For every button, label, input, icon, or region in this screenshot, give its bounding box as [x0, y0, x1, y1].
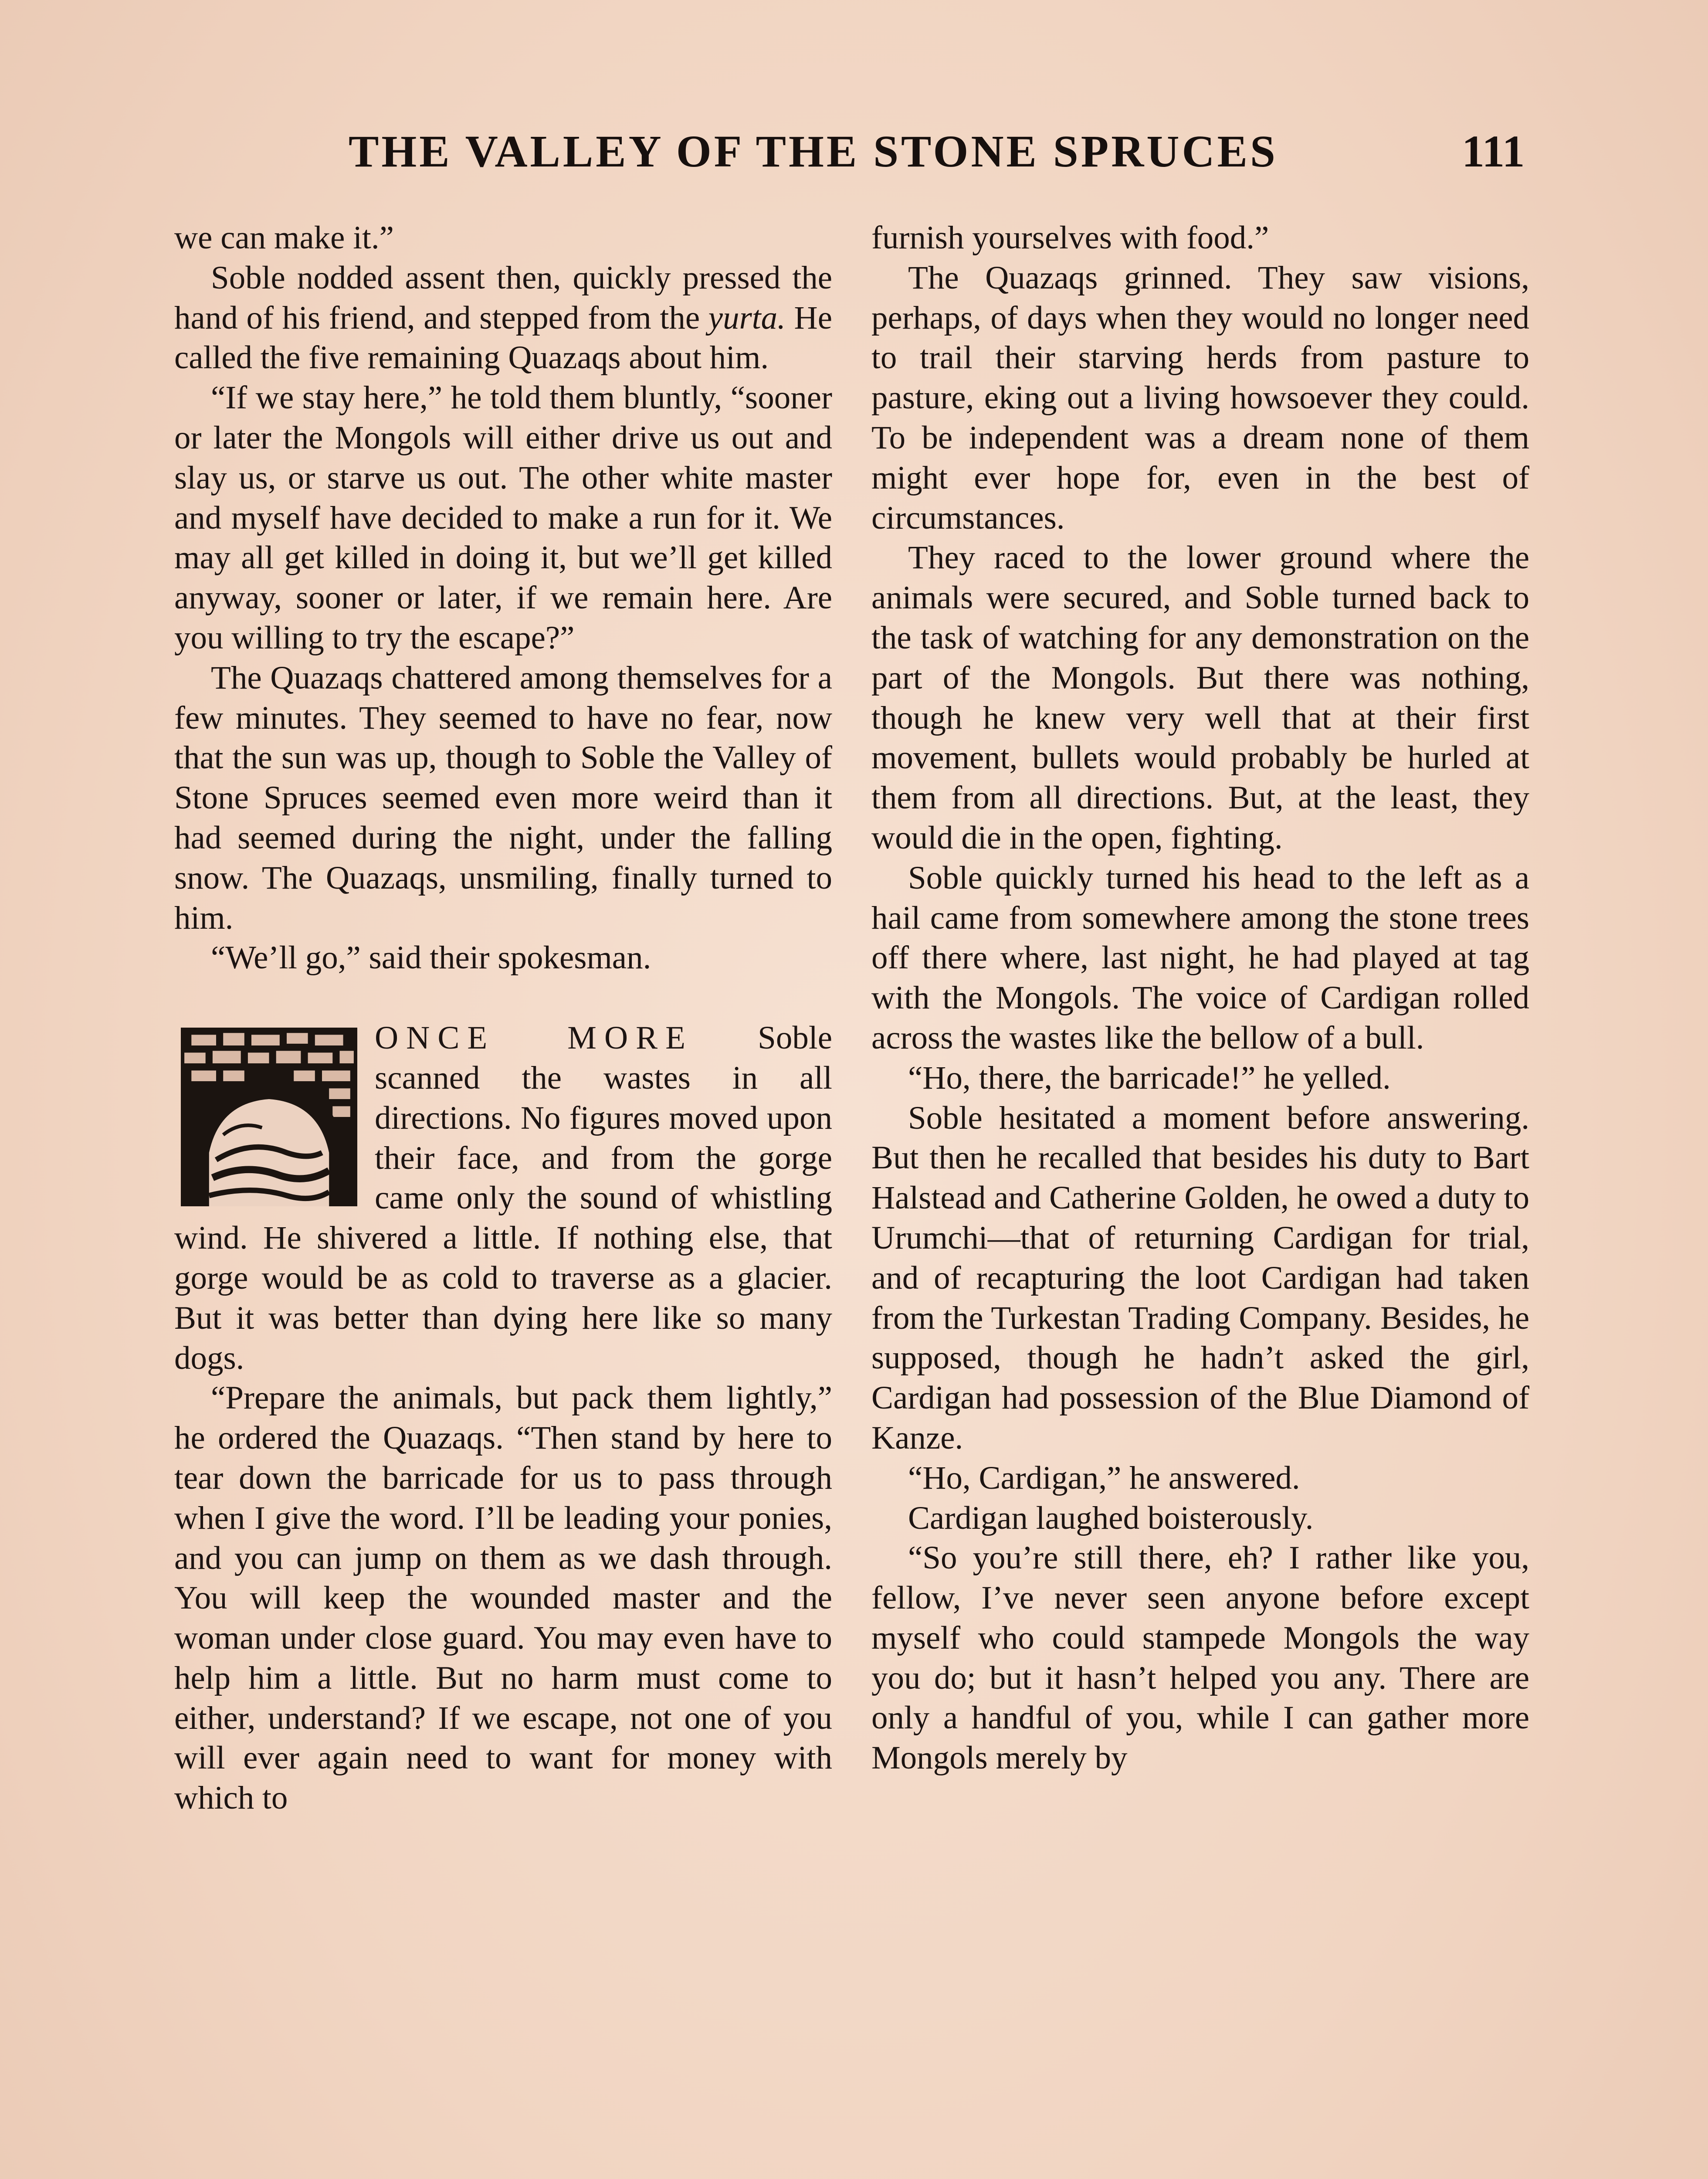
stone-bridge-drop-cap-illustration — [181, 1028, 357, 1206]
page-number: 111 — [1462, 126, 1525, 176]
italic-word: yurta. — [708, 299, 786, 336]
paragraph — [174, 258, 832, 378]
section-break — [174, 978, 832, 1018]
paragraph: The Quazaqs grinned. They saw visions, perhaps, of days when they would no longer need to trail their starving herds from pasture to pasture, eking out a living howsoever they could. To be independent was a dream none of them might ever hope for, even in the best of circumstances. — [871, 259, 1529, 536]
paragraph: “Prepare the animals, but pack them lightly,” he ordered the Quazaqs. “Then stand by here to tear down the barricade for us to pass through when I give the word. I’ll be leading your ponies, and you can jump on them as we dash through. You will keep the wounded master and the woman under close guard. You may even have to help him a little. But no harm must come to either, understand? If we escape, not one of you will ever again need to want for money with which to — [174, 1380, 832, 1816]
left-column — [174, 218, 832, 1818]
paragraph: “Ho, there, the barricade!” he yelled. — [908, 1059, 1391, 1096]
section-lead-in: ONCE MORE — [375, 1020, 693, 1056]
paragraph: we can make it.” — [174, 220, 394, 256]
paragraph-text: Soble nodded assent then, quickly pressed the hand of his friend, and stepped from the — [174, 259, 832, 336]
paragraph: Soble hesitated a moment before answering. But then he recalled that besides his duty to Bart Halstead and Catherine Golden, he owed a duty to Urumchi—that of returning Cardigan for trial, and of recapturing the loot Cardigan had taken from the Turkestan Trading Company. Besides, he supposed, though he hadn’t asked the girl, Cardigan had possession of the Blue Diamond of Kanze. — [871, 1100, 1529, 1456]
paragraph: “If we stay here,” he told them bluntly, “sooner or later the Mongols will either drive us out and slay us, or starve us out. The other white master and myself have decided to make a run for it. We may all get killed in doing it, but we’ll get killed anyway, sooner or later, if we remain here. Are you willing to try the escape?” — [174, 380, 832, 656]
right-column — [871, 218, 1529, 1778]
paragraph-text: He called the five remaining Quazaqs about him. — [174, 299, 832, 376]
section-opening-paragraph — [174, 1018, 832, 1378]
paragraph: Cardigan laughed boisterously. — [908, 1500, 1314, 1536]
paragraph: “Ho, Cardigan,” he answered. — [908, 1459, 1300, 1496]
paragraph-text: Soble scanned the wastes in all directions. No figures moved upon their face, and from the gorge came only the sound of whistling wind. He shivered a little. If nothing else, that gorge would be as cold to traverse as a glacier. But it was better than dying here like so many dogs. — [174, 1020, 832, 1376]
paragraph: “We’ll go,” said their spokesman. — [211, 940, 651, 976]
paragraph: furnish yourselves with food.” — [871, 220, 1269, 256]
paragraph: They raced to the lower ground where the animals were secured, and Soble turned back to the task of watching for any demonstration on the part of the Mongols. But there was nothing, though he knew very well that at their first movement, bullets would probably be hurled at them from all directions. But, at the least, they would die in the open, fighting. — [871, 540, 1529, 856]
paragraph: The Quazaqs chattered among themselves for a few minutes. They seemed to have no fear, now that the sun was up, though to Soble the Valley of Stone Spruces seemed even more weird than it had seemed during the night, under the falling snow. The Quazaqs, unsmiling, finally turned to him. — [174, 659, 832, 936]
paragraph: “So you’re still there, eh? I rather like you, fellow, I’ve never seen anyone before except myself who could stampede Mongols the way you do; but it hasn’t helped you any. There are only a handful of you, while I can gather more Mongols merely by — [871, 1540, 1529, 1776]
running-title: THE VALLEY OF THE STONE SPRUCES — [349, 126, 1278, 176]
paragraph: Soble quickly turned his head to the left as a hail came from somewhere among the stone trees off there where, last night, he had played at tag with the Mongols. The voice of Cardigan rolled across the wastes like the bellow of a bull. — [871, 859, 1529, 1056]
